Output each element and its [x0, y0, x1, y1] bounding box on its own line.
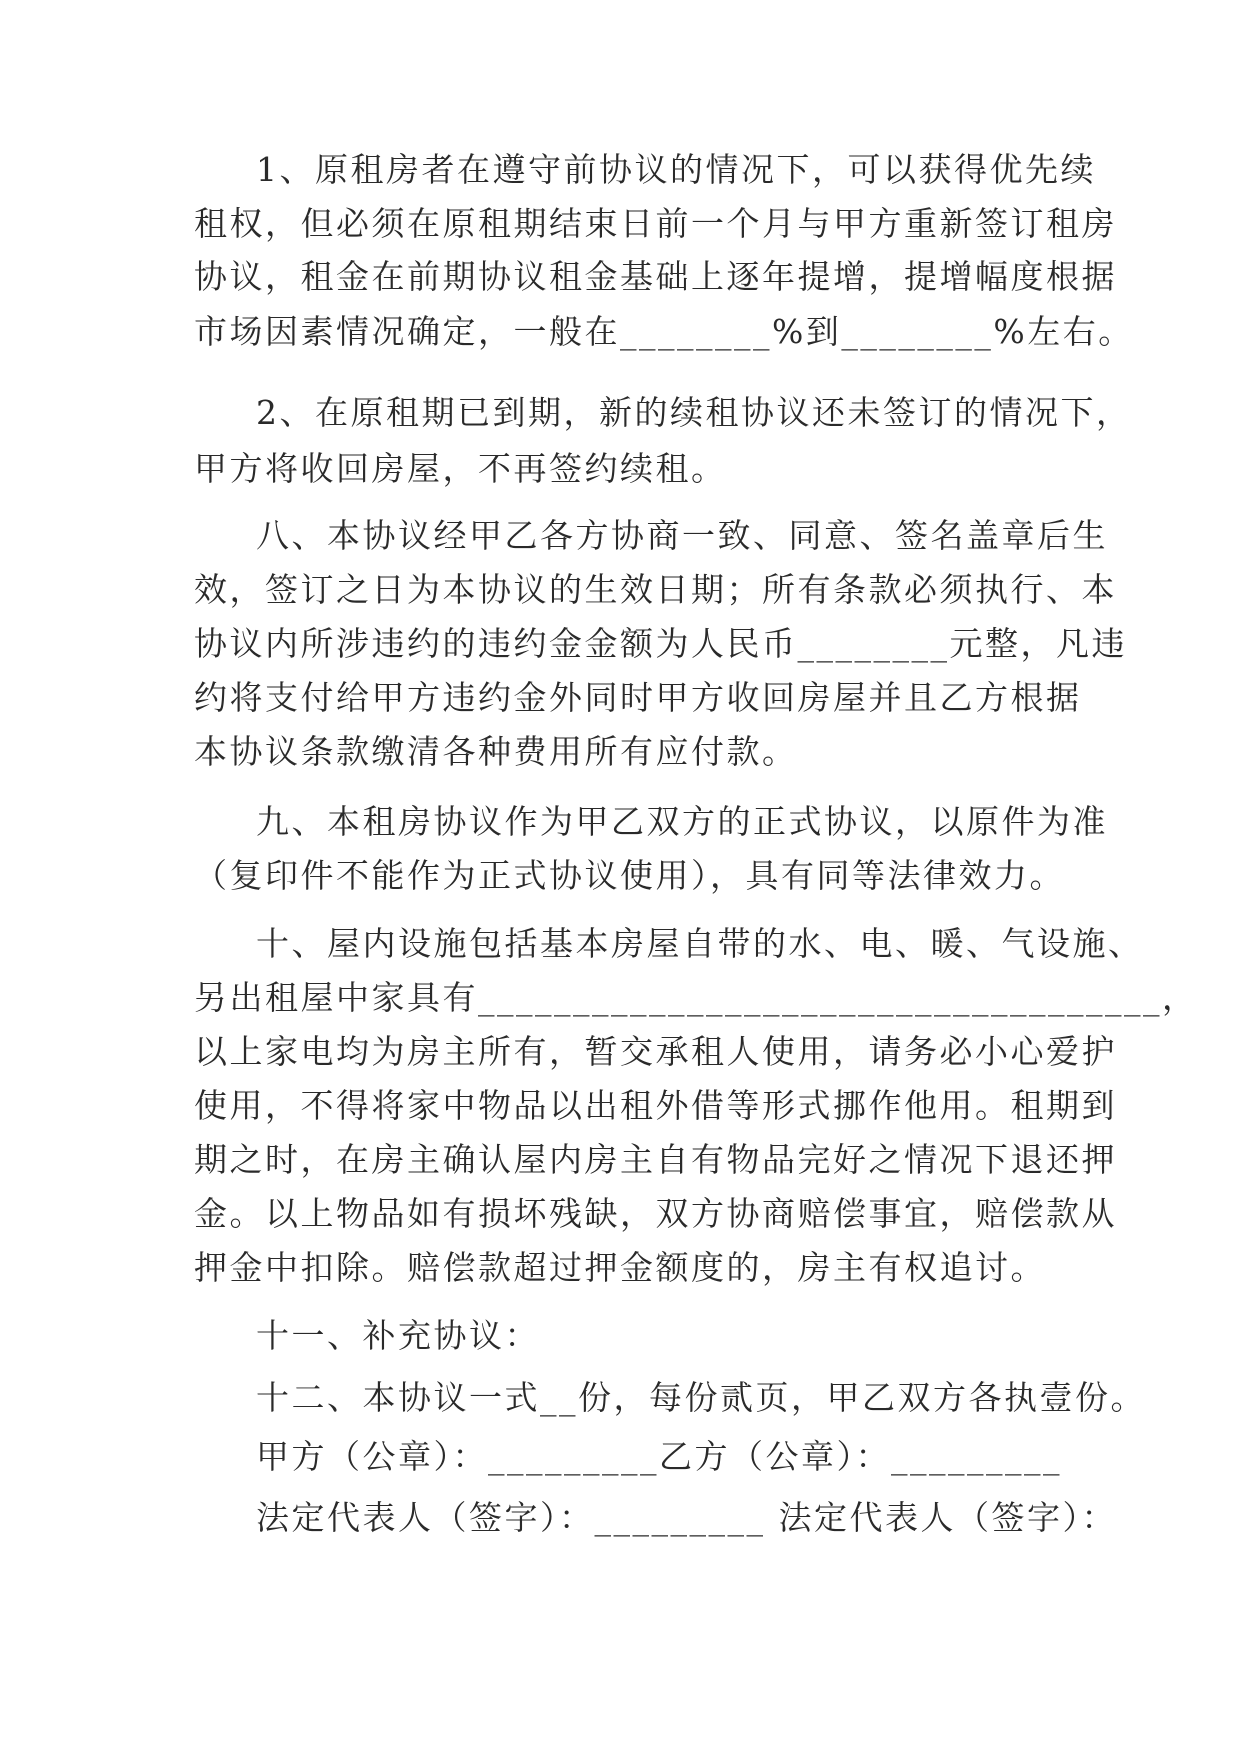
text-line: 甲方将收回房屋，不再签约续租。	[194, 449, 727, 488]
text-line: 九、本租房协议作为甲乙双方的正式协议，以原件为准	[256, 802, 1108, 841]
text-line: 1、原租房者在遵守前协议的情况下，可以获得优先续	[256, 150, 1096, 189]
text-line: 押金中扣除。赔偿款超过押金额度的，房主有权追讨。	[194, 1248, 1046, 1287]
text-line: 十、屋内设施包括基本房屋自带的水、电、暖、气设施、	[256, 924, 1144, 963]
text-line: 2、在原租期已到期，新的续租协议还未签订的情况下，	[256, 393, 1132, 432]
text-line: 市场因素情况确定，一般在________%到________%左右。	[194, 312, 1134, 351]
text-line: 甲方（公章）：_________乙方（公章）：_________	[256, 1437, 1062, 1476]
text-line: 金。以上物品如有损坏残缺，双方协商赔偿事宜，赔偿款从	[194, 1194, 1117, 1233]
text-line: 另出租屋中家具有____________________________________，	[194, 978, 1198, 1017]
text-line: 使用，不得将家中物品以出租外借等形式挪作他用。租期到	[194, 1086, 1117, 1125]
text-line: （复印件不能作为正式协议使用），具有同等法律效力。	[194, 856, 1065, 895]
text-line: 十二、本协议一式__份，每份贰页，甲乙双方各执壹份。	[256, 1378, 1146, 1417]
text-line: 协议，租金在前期协议租金基础上逐年提增，提增幅度根据	[194, 257, 1117, 296]
text-line: 期之时，在房主确认屋内房主自有物品完好之情况下退还押	[194, 1140, 1117, 1179]
text-line: 本协议条款缴清各种费用所有应付款。	[194, 732, 798, 771]
text-line: 协议内所涉违约的违约金金额为人民币________元整，凡违	[194, 624, 1127, 663]
text-line: 以上家电均为房主所有，暂交承租人使用，请务必小心爱护	[194, 1032, 1117, 1071]
text-line: 租权，但必须在原租期结束日前一个月与甲方重新签订租房	[194, 204, 1117, 243]
text-line: 法定代表人（签字）：_________ 法定代表人（签字）：	[256, 1498, 1117, 1537]
text-line: 约将支付给甲方违约金外同时甲方收回房屋并且乙方根据	[194, 678, 1082, 717]
text-line: 效，签订之日为本协议的生效日期；所有条款必须执行、本	[194, 570, 1117, 609]
text-line: 八、本协议经甲乙各方协商一致、同意、签名盖章后生	[256, 516, 1108, 555]
text-line: 十一、补充协议：	[256, 1316, 540, 1355]
